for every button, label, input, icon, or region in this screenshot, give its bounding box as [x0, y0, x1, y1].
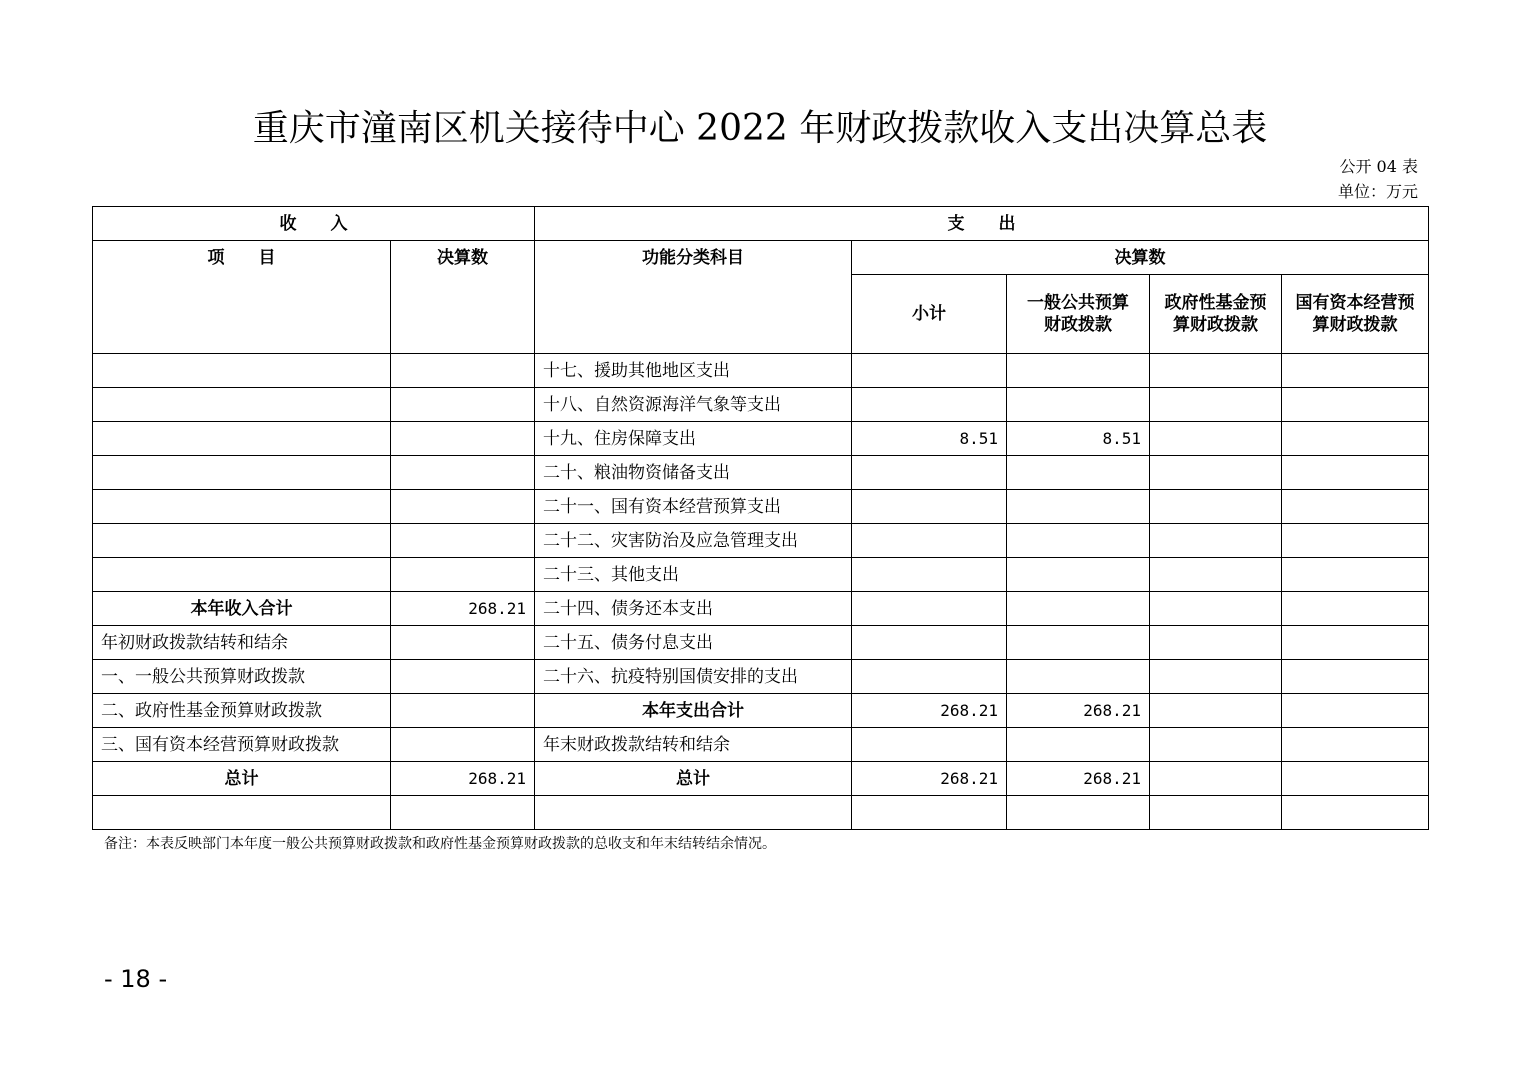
- budget-table: [92, 206, 1429, 830]
- income-amount-cell: 268.21: [391, 592, 535, 626]
- state-capital-cell: [1282, 762, 1429, 796]
- table-row: [93, 728, 1429, 762]
- expense-item-cell: 十八、自然资源海洋气象等支出: [535, 388, 852, 422]
- form-number: 公开 04 表: [1339, 157, 1418, 176]
- general-budget-cell: 8.51: [1007, 422, 1150, 456]
- table-row: [93, 422, 1429, 456]
- state-capital-cell: [1282, 354, 1429, 388]
- gov-fund-cell: [1150, 694, 1282, 728]
- expense-item-cell: 二十三、其他支出: [535, 558, 852, 592]
- general-budget-cell: 268.21: [1007, 694, 1150, 728]
- table-row: [93, 524, 1429, 558]
- subtotal-cell: 268.21: [852, 762, 1007, 796]
- gov-fund-cell: [1150, 354, 1282, 388]
- gov-fund-cell: [1150, 456, 1282, 490]
- header-final-amount: 决算数: [852, 241, 1429, 275]
- header-gov-fund: 政府性基金预算财政拨款: [1150, 275, 1282, 354]
- expense-item-cell: 本年支出合计: [535, 694, 852, 728]
- income-amount-cell: [391, 524, 535, 558]
- income-item-cell: 本年收入合计: [93, 592, 391, 626]
- gov-fund-cell: [1150, 592, 1282, 626]
- page-number: - 18 -: [104, 965, 168, 993]
- income-item-cell: 二、政府性基金预算财政拨款: [93, 694, 391, 728]
- general-budget-cell: [1007, 626, 1150, 660]
- income-item-cell: 总计: [93, 762, 391, 796]
- state-capital-cell: [1282, 456, 1429, 490]
- subtotal-cell: [852, 796, 1007, 830]
- expense-item-cell: 二十一、国有资本经营预算支出: [535, 490, 852, 524]
- gov-fund-cell: [1150, 490, 1282, 524]
- expense-item-cell: 二十五、债务付息支出: [535, 626, 852, 660]
- income-amount-cell: [391, 490, 535, 524]
- subtotal-cell: 8.51: [852, 422, 1007, 456]
- general-budget-cell: [1007, 796, 1150, 830]
- subtotal-cell: [852, 456, 1007, 490]
- income-item-cell: [93, 558, 391, 592]
- header-subtotal: 小计: [852, 275, 1007, 354]
- header-row-2: [93, 241, 1429, 275]
- table-row: [93, 592, 1429, 626]
- gov-fund-cell: [1150, 422, 1282, 456]
- table-row: [93, 660, 1429, 694]
- header-amount: 决算数: [391, 241, 535, 354]
- header-row-1: [93, 207, 1429, 241]
- header-general-budget: 一般公共预算财政拨款: [1007, 275, 1150, 354]
- state-capital-cell: [1282, 660, 1429, 694]
- state-capital-cell: [1282, 694, 1429, 728]
- expense-item-cell: 二十四、债务还本支出: [535, 592, 852, 626]
- expense-item-cell: [535, 796, 852, 830]
- gov-fund-cell: [1150, 728, 1282, 762]
- gov-fund-cell: [1150, 660, 1282, 694]
- subtotal-cell: [852, 388, 1007, 422]
- header-state-capital: 国有资本经营预算财政拨款: [1282, 275, 1429, 354]
- state-capital-cell: [1282, 796, 1429, 830]
- income-amount-cell: [391, 422, 535, 456]
- general-budget-cell: [1007, 592, 1150, 626]
- general-budget-cell: [1007, 490, 1150, 524]
- general-budget-cell: [1007, 728, 1150, 762]
- subtotal-cell: 268.21: [852, 694, 1007, 728]
- header-function-category: 功能分类科目: [535, 241, 852, 354]
- income-amount-cell: [391, 456, 535, 490]
- gov-fund-cell: [1150, 388, 1282, 422]
- gov-fund-cell: [1150, 796, 1282, 830]
- general-budget-cell: [1007, 524, 1150, 558]
- table-row: [93, 388, 1429, 422]
- income-item-cell: [93, 524, 391, 558]
- subtotal-cell: [852, 728, 1007, 762]
- subtotal-cell: [852, 524, 1007, 558]
- subtotal-cell: [852, 558, 1007, 592]
- footnote: 备注：本表反映部门本年度一般公共预算财政拨款和政府性基金预算财政拨款的总收支和年末结转结余情况。: [104, 836, 776, 852]
- gov-fund-cell: [1150, 626, 1282, 660]
- income-item-cell: [93, 354, 391, 388]
- subtotal-cell: [852, 354, 1007, 388]
- table-row: [93, 490, 1429, 524]
- state-capital-cell: [1282, 388, 1429, 422]
- income-amount-cell: [391, 796, 535, 830]
- table-row: [93, 456, 1429, 490]
- subtotal-cell: [852, 626, 1007, 660]
- table-row: [93, 354, 1429, 388]
- table-row: [93, 558, 1429, 592]
- table-row: [93, 694, 1429, 728]
- unit-label: 单位：万元: [1337, 182, 1418, 201]
- general-budget-cell: [1007, 660, 1150, 694]
- expense-item-cell: 年末财政拨款结转和结余: [535, 728, 852, 762]
- income-amount-cell: [391, 728, 535, 762]
- income-amount-cell: [391, 558, 535, 592]
- state-capital-cell: [1282, 592, 1429, 626]
- income-amount-cell: [391, 626, 535, 660]
- general-budget-cell: 268.21: [1007, 762, 1150, 796]
- subtotal-cell: [852, 592, 1007, 626]
- header-item: 项 目: [93, 241, 391, 354]
- general-budget-cell: [1007, 456, 1150, 490]
- subtotal-cell: [852, 490, 1007, 524]
- income-item-cell: 三、国有资本经营预算财政拨款: [93, 728, 391, 762]
- header-income: 收 入: [93, 207, 535, 241]
- income-item-cell: 年初财政拨款结转和结余: [93, 626, 391, 660]
- income-item-cell: 一、一般公共预算财政拨款: [93, 660, 391, 694]
- income-item-cell: [93, 422, 391, 456]
- income-item-cell: [93, 490, 391, 524]
- gov-fund-cell: [1150, 762, 1282, 796]
- gov-fund-cell: [1150, 558, 1282, 592]
- subtotal-cell: [852, 660, 1007, 694]
- state-capital-cell: [1282, 558, 1429, 592]
- table-row: [93, 626, 1429, 660]
- income-item-cell: [93, 456, 391, 490]
- expense-item-cell: 二十二、灾害防治及应急管理支出: [535, 524, 852, 558]
- page-title: 重庆市潼南区机关接待中心 2022 年财政拨款收入支出决算总表: [252, 108, 1268, 149]
- general-budget-cell: [1007, 558, 1150, 592]
- state-capital-cell: [1282, 490, 1429, 524]
- state-capital-cell: [1282, 728, 1429, 762]
- income-item-cell: [93, 796, 391, 830]
- income-amount-cell: [391, 354, 535, 388]
- state-capital-cell: [1282, 626, 1429, 660]
- expense-item-cell: 总计: [535, 762, 852, 796]
- expense-item-cell: 十七、援助其他地区支出: [535, 354, 852, 388]
- table-row: [93, 796, 1429, 830]
- income-amount-cell: [391, 660, 535, 694]
- table-row: [93, 762, 1429, 796]
- expense-item-cell: 十九、住房保障支出: [535, 422, 852, 456]
- general-budget-cell: [1007, 354, 1150, 388]
- state-capital-cell: [1282, 422, 1429, 456]
- gov-fund-cell: [1150, 524, 1282, 558]
- general-budget-cell: [1007, 388, 1150, 422]
- state-capital-cell: [1282, 524, 1429, 558]
- income-amount-cell: 268.21: [391, 762, 535, 796]
- income-item-cell: [93, 388, 391, 422]
- expense-item-cell: 二十、粮油物资储备支出: [535, 456, 852, 490]
- expense-item-cell: 二十六、抗疫特别国债安排的支出: [535, 660, 852, 694]
- income-amount-cell: [391, 694, 535, 728]
- income-amount-cell: [391, 388, 535, 422]
- header-expense: 支 出: [535, 207, 1429, 241]
